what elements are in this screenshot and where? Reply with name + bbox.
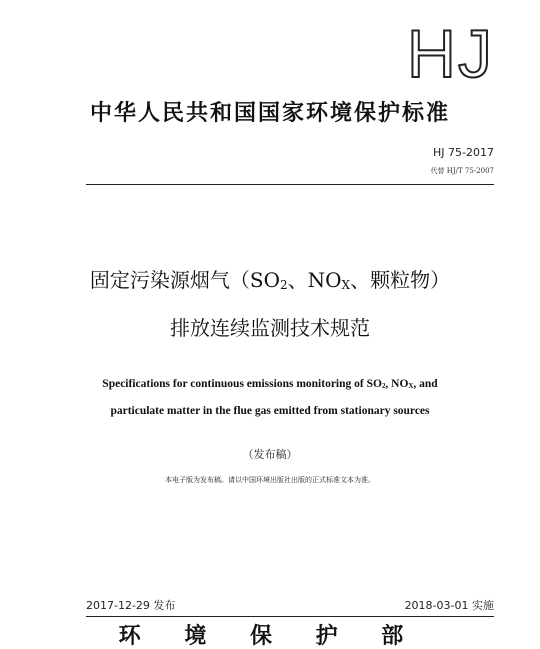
implement-date: 2018-03-01 实施 (404, 599, 494, 612)
issue-date: 2017-12-29 发布 (86, 599, 176, 612)
hj-logo: HJ (406, 16, 494, 92)
standard-category: 中华人民共和国国家环境保护标准 (89, 101, 450, 126)
bottom-divider (86, 616, 494, 617)
release-version: （发布稿） (242, 448, 298, 461)
publisher: 环 境 保 护 部 (118, 624, 422, 649)
title-cn-line1: 固定污染源烟气（$SO_2$、$NO_X$、颗粒物） (89, 268, 451, 292)
top-divider (86, 184, 494, 185)
replaces-standard: 代替 HJ/T 75-2007 (430, 167, 494, 175)
standard-number: HJ 75-2017 (433, 146, 494, 159)
title-cn-line2: 排放连续监测技术规范 (170, 316, 370, 340)
title-en-line2: particulate matter in the flue gas emitted from stationary sources (110, 405, 430, 417)
electronic-version-note: 本电子版为发布稿。请以中国环境出版社出版的正式标准文本为准。 (165, 476, 375, 484)
title-en-line1: Specifications for continuous emissions monitoring of $SO_2$, $NO_X$, and (102, 378, 438, 391)
